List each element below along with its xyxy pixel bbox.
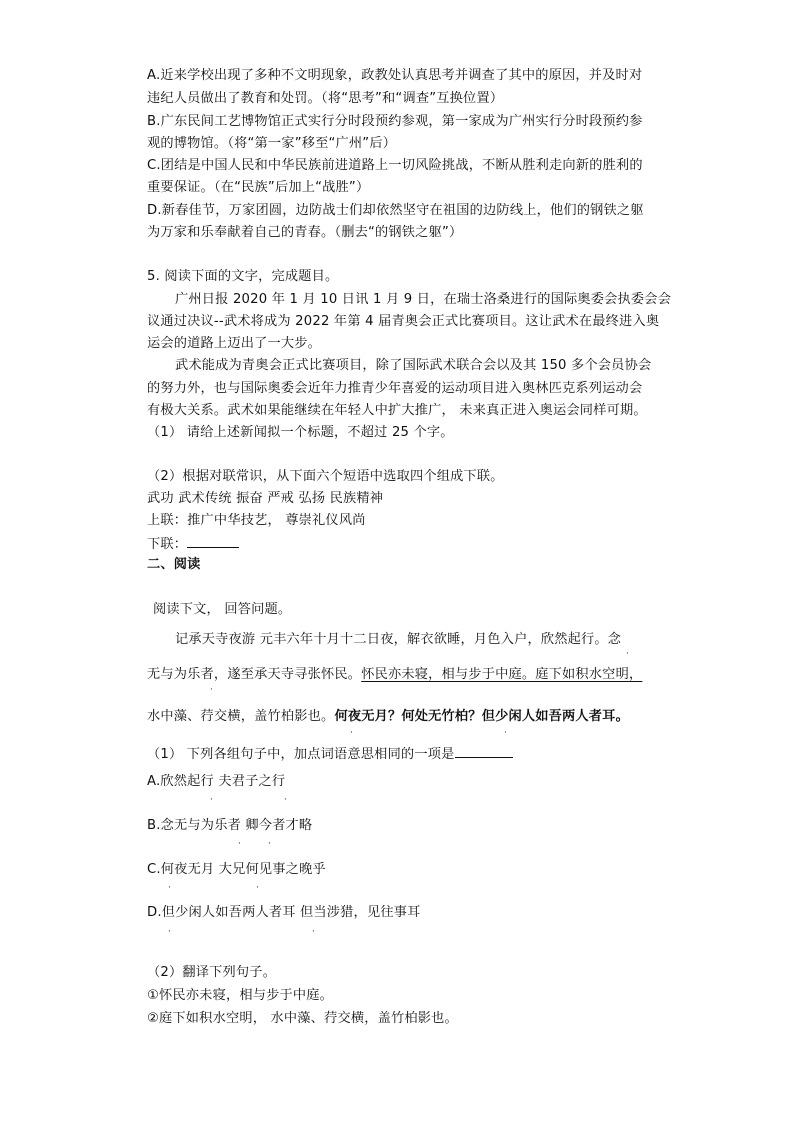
translate-item-2: ②庭下如积水空明， 水中藻、荇交横，盖竹柏影也。 [147,1011,458,1026]
reading-question-2: （2）翻译下列句子。 [147,965,277,980]
news-line-2: 议通过决议--武术将成为 2022 年第 4 届青奥会正式比赛项目。这让武术在最终进入奥 [147,314,660,329]
emphasis-dot: · [268,839,271,849]
upper-couplet: 上联：推广中华技艺， 尊崇礼仪风尚 [147,513,366,528]
reading-intro: 阅读下文， 回答问题。 [153,602,292,617]
q4-option-c-line2: 重要保证。（在“民族”后加上“战胜”） [147,180,370,195]
q4-option-d-line1: D.新春佳节，万家团圆，边防战士们却依然坚守在祖国的边防线上，他们的钢铁之躯 [147,203,644,218]
lower-couplet [147,535,239,553]
q4-option-b-line2: 观的博物馆。（将“第一家”移至“广州”后） [147,136,397,151]
emphasis-dot: · [168,883,171,893]
emphasis-dot: · [626,649,629,659]
passage-line-2-plain: 无与为乐者，遂至承天寺寻张怀民。 [147,667,362,682]
q4-option-b-line1: B.广东民间工艺博物馆正式实行分时段预约参观，第一家成为广州实行分时段预约参 [147,114,643,129]
option-d: D.但少闲人如吾两人者耳 但当涉猎，见往事耳 [147,905,421,920]
emphasis-dot: · [312,927,315,937]
q4-option-d-line2: 为万家和乐奉献着自己的青春。（删去“的钢铁之躯”） [147,225,463,240]
emphasis-dot: · [238,839,241,849]
option-b: B.念无与为乐者 卿今者才略 [147,818,313,833]
news-line-1: 广州日报 2020 年 1 月 10 日讯 1 月 9 日，在瑞士洛桑进行的国际奥委会执委会会 [175,292,672,307]
passage-line-1: 记承天寺夜游 元丰六年十月十二日夜，解衣欲睡，月色入户，欣然起行。念 [175,632,622,647]
news-line-3: 运会的道路上迈出了一大步。 [147,336,322,351]
lower-couplet-label: 下联： [147,537,188,552]
emphasis-dot: · [210,795,213,805]
passage-underlined-sentence: 怀民亦未寝，相与步于中庭。庭下如积水空明， [361,667,643,682]
passage-line-2 [147,667,642,683]
emphasis-dot: · [350,728,353,738]
q4-option-a-line1: A.近来学校出现了多种不文明现象，政教处认真思考并调查了其中的原因，并及时对 [147,68,643,83]
translate-item-1: ①怀民亦未寝，相与步于中庭。 [147,988,334,1003]
reading-question-1-text: （1） 下列各组句子中，加点词语意思相同的一项是 [147,747,455,762]
question-5-title: 5. 阅读下面的文字，完成题目。 [147,269,339,284]
passage-line-3-emphasis: 何夜无月？何处无竹柏？但少闲人如吾两人者耳。 [334,709,629,724]
news-line-6: 有极大关系。武术如果能继续在年轻人中扩大推广， 未来真正进入奥运会同样可期。 [147,403,647,418]
emphasis-dot: · [284,795,287,805]
section-heading: 二、阅读 [147,557,201,572]
phrase-list: 武功 武术传统 振奋 严戒 弘扬 民族精神 [147,491,384,506]
news-line-5: 的努力外，也与国际奥委会近年力推青少年喜爱的运动项目进入奥林匹克系列运动会 [147,381,643,396]
emphasis-dot: · [256,883,259,893]
answer-blank[interactable] [455,745,513,758]
sub-question-1: （1） 请给上述新闻拟一个标题，不超过 25 个字。 [147,425,454,440]
emphasis-dot: · [168,927,171,937]
answer-blank[interactable] [187,535,239,548]
q4-option-c-line1: C.团结是中国人民和中华民族前进道路上一切风险挑战，不断从胜利走向新的胜利的 [147,158,643,173]
sub-question-2: （2）根据对联常识，从下面六个短语中选取四个组成下联。 [147,469,504,484]
news-line-4: 武术能成为青奥会正式比赛项目，除了国际武术联合会以及其 150 多个会员协会 [175,358,652,373]
option-a: A.欣然起行 夫君子之行 [147,774,286,789]
passage-line-3-plain: 水中藻、荇交横，盖竹柏影也。 [147,709,335,724]
q4-option-a-line2: 违纪人员做出了教育和处罚。（将“思考”和“调查”互换位置） [147,91,504,106]
passage-line-3 [147,709,629,725]
reading-question-1 [147,745,513,763]
emphasis-dot: · [504,728,507,738]
option-c: C.何夜无月 大兄何见事之晚乎 [147,862,326,877]
emphasis-dot: · [210,685,213,695]
